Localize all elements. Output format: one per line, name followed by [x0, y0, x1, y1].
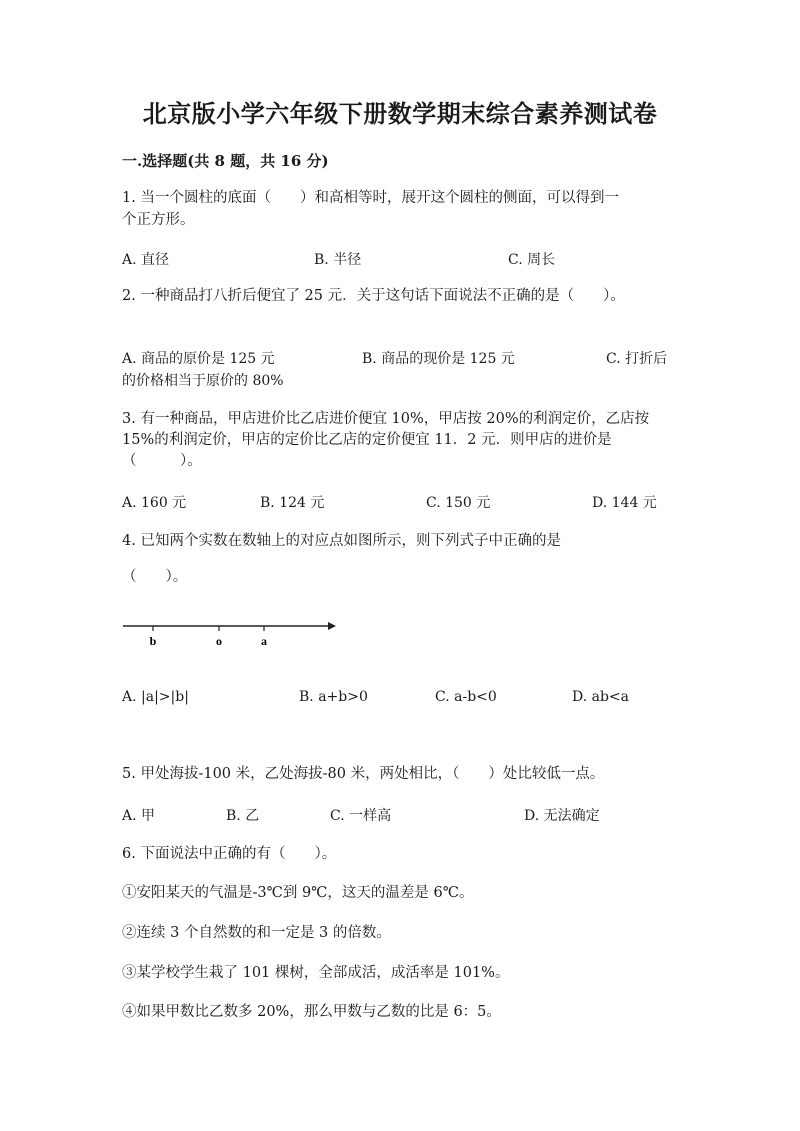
label-o: o: [216, 634, 222, 648]
question-6-statement-1: ①安阳某天的气温是-3℃到 9℃，这天的温差是 6℃。: [122, 885, 474, 901]
question-3-option-a: A. 160 元: [122, 495, 187, 511]
question-2-option-a: A. 商品的原价是 125 元: [122, 351, 275, 367]
question-1-line-1: 1. 当一个圆柱的底面（ ）和高相等时，展开这个圆柱的侧面，可以得到一: [122, 190, 619, 206]
question-3-line-3: （ ）。: [122, 453, 202, 469]
question-6-statement-3: ③某学校学生栽了 101 棵树，全部成活，成活率是 101%。: [122, 965, 510, 981]
question-2-option-c: C. 打折后: [606, 351, 668, 367]
question-2-line-1: 2. 一种商品打八折后便宜了 25 元．关于这句话下面说法不正确的是（ ）。: [122, 288, 625, 304]
question-1-option-a: A. 直径: [122, 252, 170, 268]
question-6-statement-2: ②连续 3 个自然数的和一定是 3 的倍数。: [122, 925, 391, 941]
question-5-option-a: A. 甲: [122, 808, 156, 824]
question-4-option-a: A. |a|>|b|: [122, 689, 189, 705]
label-b: b: [149, 634, 157, 648]
question-5-option-b: B. 乙: [226, 808, 260, 824]
question-5-line-1: 5. 甲处海拔-100 米，乙处海拔-80 米，两处相比，（ ）处比较低一点。: [122, 766, 605, 782]
section-heading: 一.选择题(共 8 题，共 16 分): [122, 152, 329, 170]
question-4-line-2: （ ）。: [122, 569, 188, 585]
question-3-option-d: D. 144 元: [592, 495, 657, 511]
question-1-option-b: B. 半径: [314, 252, 362, 268]
page-title: 北京版小学六年级下册数学期末综合素养测试卷: [142, 99, 658, 128]
question-4-option-b: B. a+b>0: [299, 689, 368, 705]
question-4-line-1: 4. 已知两个实数在数轴上的对应点如图所示，则下列式子中正确的是: [122, 533, 561, 549]
question-6-line-1: 6. 下面说法中正确的有（ ）。: [122, 846, 337, 862]
question-2-option-b: B. 商品的现价是 125 元: [362, 351, 515, 367]
question-1-option-c: C. 周长: [508, 252, 556, 268]
question-5-option-d: D. 无法确定: [524, 808, 600, 824]
label-a: a: [261, 634, 267, 648]
question-6-statement-4: ④如果甲数比乙数多 20%，那么甲数与乙数的比是 6：5。: [122, 1004, 501, 1020]
question-1-line-2: 个正方形。: [122, 212, 195, 228]
question-2-option-c-wrap: 的价格相当于原价的 80%: [122, 373, 284, 389]
arrow-head-icon: [328, 622, 336, 630]
question-5-option-c: C. 一样高: [330, 808, 392, 824]
number-line-figure: [123, 618, 338, 648]
question-4-option-d: D. ab<a: [572, 689, 630, 705]
question-3-option-c: C. 150 元: [426, 495, 491, 511]
question-3-line-1: 3. 有一种商品，甲店进价比乙店进价便宜 10%，甲店按 20%的利润定价，乙店按: [122, 411, 650, 427]
question-3-option-b: B. 124 元: [260, 495, 325, 511]
question-4-option-c: C. a-b<0: [435, 689, 497, 705]
question-3-line-2: 15%的利润定价，甲店的定价比乙店的定价便宜 11．2 元．则甲店的进价是: [122, 432, 612, 448]
